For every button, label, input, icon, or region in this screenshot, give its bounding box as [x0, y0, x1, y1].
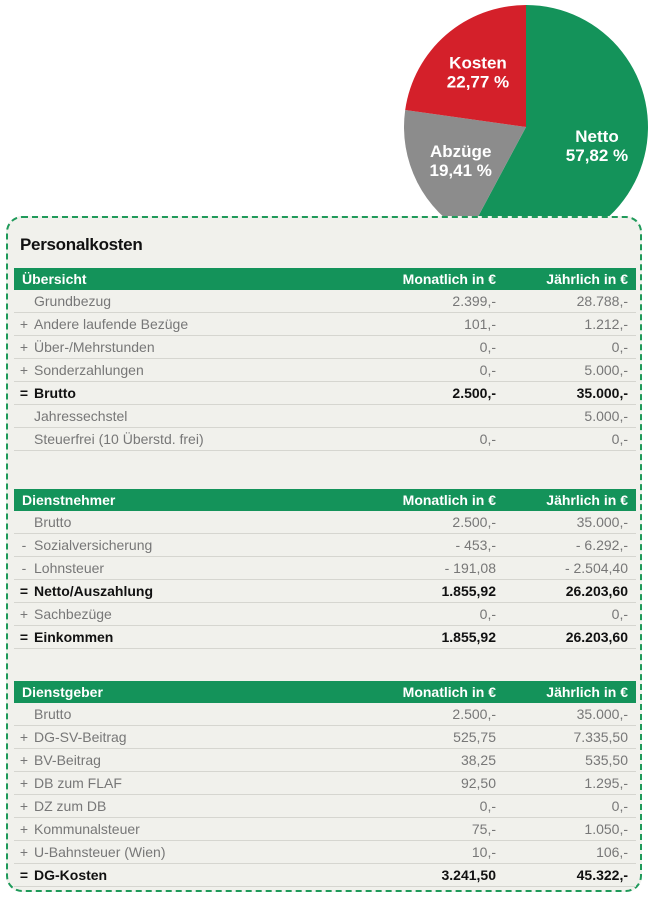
row-operator: +	[19, 798, 29, 814]
row-operator: =	[19, 867, 29, 883]
row-monthly: 1.855,92	[441, 583, 496, 599]
section-title: Dienstnehmer	[22, 492, 116, 508]
row-yearly: 1.295,-	[584, 775, 628, 791]
table-row	[14, 313, 636, 336]
row-yearly: 0,-	[611, 606, 628, 622]
row-monthly: 2.500,-	[452, 706, 496, 722]
table-row	[14, 534, 636, 557]
row-yearly: - 6.292,-	[575, 537, 628, 553]
pie-value-kosten: 22,77 %	[446, 72, 510, 92]
table-row	[14, 428, 636, 451]
row-operator: -	[21, 537, 27, 553]
monthly-header: Monatlich in €	[402, 492, 496, 508]
yearly-header: Jährlich in €	[546, 271, 628, 287]
row-yearly: 35.000,-	[576, 514, 628, 530]
row-monthly: 3.241,50	[441, 867, 496, 883]
table-row	[14, 336, 636, 359]
row-yearly: - 2.504,40	[564, 560, 628, 576]
row-monthly: - 191,08	[444, 560, 496, 576]
row-monthly: 0,-	[479, 362, 496, 378]
row-label: Grundbezug	[34, 293, 112, 309]
table-row	[14, 359, 636, 382]
table-row	[14, 405, 636, 428]
row-operator: +	[19, 844, 29, 860]
row-operator: +	[19, 752, 29, 768]
row-yearly: 26.203,60	[565, 583, 628, 599]
row-monthly: 0,-	[479, 606, 496, 622]
row-label: Brutto	[34, 385, 76, 401]
row-label: DG-Kosten	[34, 867, 108, 883]
row-label: Kommunalsteuer	[34, 821, 140, 837]
row-yearly: 7.335,50	[573, 729, 628, 745]
card-title: Personalkosten	[20, 235, 143, 254]
row-label: Sachbezüge	[34, 606, 112, 622]
row-monthly: 92,50	[460, 775, 496, 791]
row-yearly: 535,50	[585, 752, 628, 768]
table-row	[14, 772, 636, 795]
row-label: DZ zum DB	[34, 798, 107, 814]
monthly-header: Monatlich in €	[402, 684, 496, 700]
row-monthly: 38,25	[460, 752, 496, 768]
row-operator: =	[19, 385, 29, 401]
row-label: Brutto	[34, 706, 72, 722]
table-row	[14, 557, 636, 580]
row-operator: =	[19, 629, 29, 645]
row-yearly: 35.000,-	[576, 706, 628, 722]
row-yearly: 35.000,-	[576, 385, 628, 401]
row-yearly: 5.000,-	[584, 408, 628, 424]
row-monthly: 0,-	[479, 798, 496, 814]
row-monthly: 2.500,-	[452, 514, 496, 530]
table-row	[14, 749, 636, 772]
row-label: Sonderzahlungen	[34, 362, 144, 378]
section--bersicht	[14, 268, 636, 451]
section-header	[14, 268, 636, 290]
row-label: BV-Beitrag	[34, 752, 101, 768]
table-row	[14, 626, 636, 649]
row-monthly: 1.855,92	[441, 629, 496, 645]
row-yearly: 45.322,-	[576, 867, 628, 883]
row-monthly: - 453,-	[455, 537, 496, 553]
table-row	[14, 726, 636, 749]
row-operator: +	[19, 821, 29, 837]
pie-label-netto: Netto	[575, 126, 619, 146]
section-dienstgeber	[14, 681, 636, 887]
row-operator: +	[19, 339, 29, 355]
row-monthly: 525,75	[453, 729, 496, 745]
row-monthly: 2.399,-	[452, 293, 496, 309]
row-yearly: 1.212,-	[584, 316, 628, 332]
yearly-header: Jährlich in €	[546, 684, 628, 700]
row-monthly: 75,-	[471, 821, 496, 837]
row-yearly: 28.788,-	[576, 293, 628, 309]
table-row	[14, 511, 636, 534]
row-yearly: 1.050,-	[584, 821, 628, 837]
row-yearly: 5.000,-	[584, 362, 628, 378]
row-yearly: 0,-	[611, 339, 628, 355]
row-label: Steuerfrei (10 Überstd. frei)	[34, 431, 204, 447]
row-label: Andere laufende Bezüge	[34, 316, 189, 332]
row-label: Brutto	[34, 514, 72, 530]
row-operator: +	[19, 775, 29, 791]
personnel-costs-card	[6, 216, 642, 892]
row-operator: -	[21, 560, 27, 576]
table-row	[14, 382, 636, 405]
row-label: U-Bahnsteuer (Wien)	[34, 844, 166, 860]
row-yearly: 106,-	[596, 844, 628, 860]
table-row	[14, 795, 636, 818]
table-row	[14, 841, 636, 864]
section-title: Dienstgeber	[22, 684, 103, 700]
row-monthly: 0,-	[479, 431, 496, 447]
table-row	[14, 703, 636, 726]
row-label: DB zum FLAF	[34, 775, 122, 791]
table-row	[14, 580, 636, 603]
row-operator: +	[19, 729, 29, 745]
table-row	[14, 864, 636, 887]
row-label: Einkommen	[34, 629, 114, 645]
row-yearly: 26.203,60	[565, 629, 628, 645]
table-row	[14, 603, 636, 626]
row-yearly: 0,-	[611, 431, 628, 447]
row-monthly: 10,-	[471, 844, 496, 860]
monthly-header: Monatlich in €	[402, 271, 496, 287]
section-header	[14, 681, 636, 703]
yearly-header: Jährlich in €	[546, 492, 628, 508]
row-monthly: 2.500,-	[452, 385, 496, 401]
section-dienstnehmer	[14, 489, 636, 649]
row-monthly: 101,-	[464, 316, 496, 332]
row-label: Sozialversicherung	[34, 537, 153, 553]
pie-value-abzüge: 19,41 %	[429, 161, 492, 181]
pie-label-abzüge: Abzüge	[430, 142, 492, 162]
table-row	[14, 818, 636, 841]
row-label: DG-SV-Beitrag	[34, 729, 127, 745]
row-label: Jahressechstel	[34, 408, 128, 424]
row-operator: =	[19, 583, 29, 599]
row-yearly: 0,-	[611, 798, 628, 814]
pie-label-kosten: Kosten	[449, 53, 507, 73]
section-header	[14, 489, 636, 511]
table-row	[14, 290, 636, 313]
row-operator: +	[19, 316, 29, 332]
section-title: Übersicht	[22, 271, 87, 287]
row-label: Lohnsteuer	[34, 560, 105, 576]
row-operator: +	[19, 606, 29, 622]
row-operator: +	[19, 362, 29, 378]
row-label: Über-/Mehrstunden	[34, 339, 155, 355]
row-monthly: 0,-	[479, 339, 496, 355]
row-label: Netto/Auszahlung	[34, 583, 153, 599]
pie-value-netto: 57,82 %	[565, 145, 629, 165]
